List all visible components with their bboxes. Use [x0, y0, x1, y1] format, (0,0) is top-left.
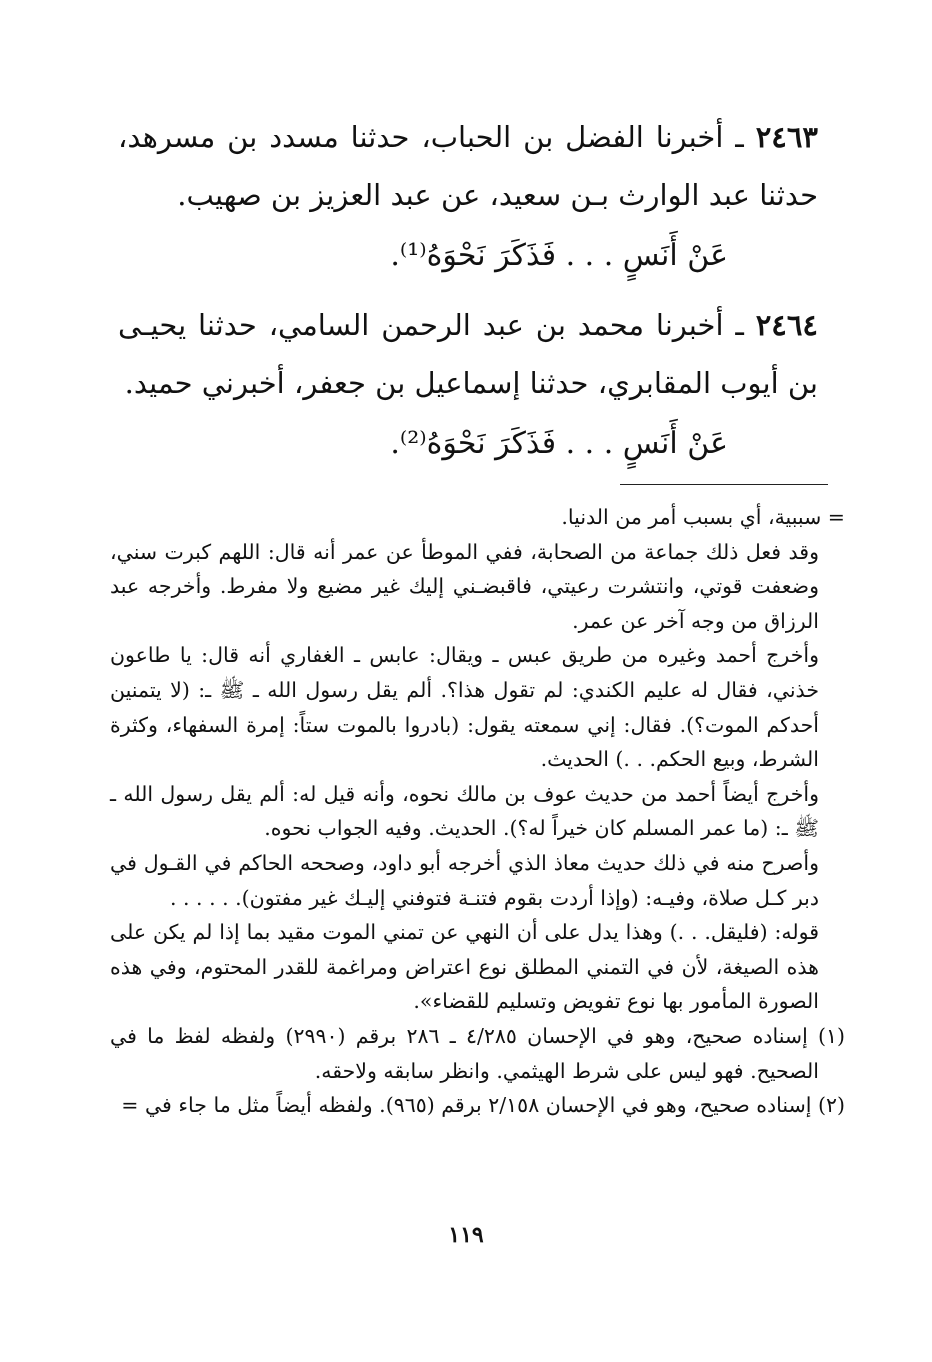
- hadith-number: ٢٤٦٤: [755, 308, 818, 342]
- footnote-paragraph: وأصرح منه في ذلك حديث معاذ الذي أخرجه أبو داود، وصححه الحاكم في القـول في دبر كـل صلاة، وفيـه: (وإذا أردت بقوم فتنـة فتوفني إليـك غير مفتون). . . . . .: [110, 850, 819, 910]
- hadith-isnad: ـ أخبرنا الفضل بن الحباب، حدثنا مسدد بن مسرهد، حدثنا عبد الوارث بـن سعيد، عن عبد العزيز بن صهيب.: [118, 120, 818, 212]
- hadith-isnad: ـ أخبرنا محمد بن عبد الرحمن السامي، حدثنا يحيـى بن أيوب المقابري، حدثنا إسماعيل بن جعفر، أخبرني حميد.: [118, 308, 818, 400]
- footnote-2: (٢) إسناده صحيح، وهو في الإحسان ٢/١٥٨ برقم (٩٦٥). ولفظه أيضاً مثل ما جاء في =: [121, 1093, 845, 1118]
- footnote-continuation: = سببية، أي بسبب أمر من الدنيا.: [561, 505, 845, 529]
- footnote-paragraph: وأخرج أحمد وغيره من طريق عبس ـ ويقال: عابس ـ الغفاري أنه قال: يا طاعون خذني، فقال له عليم الكندي: لم تقول هذا؟. ألم يقل رسول الله ـ ﷺ ـ: (لا يتمنين أحدكم الموت؟). فقال: إني سمعته يقول: (بادروا بالموت ستاً: إمرة السفهاء، وكثرة الشرط، وبيع الحكم. . .) الحديث.: [110, 643, 819, 772]
- hadith-matn: عَنْ أَنَسٍ . . . فَذَكَرَ نَحْوَهُ⁽²⁾.: [390, 426, 728, 461]
- hadith-2464: [118, 296, 818, 412]
- hadith-2463: [118, 108, 818, 224]
- footnote-paragraph: وأخرج أيضاً أحمد من حديث عوف بن مالك نحوه، وأنه قيل له: ألم يقل رسول الله ـ ﷺ ـ: (ما عمر المسلم كان خيراً له؟). الحديث. وفيه الجواب نحوه.: [110, 781, 819, 841]
- page-number: ١١٩: [448, 1222, 484, 1248]
- footnote-1: (١) إسناده صحيح، وهو في الإحسان ٤/٢٨٥ ـ ٢٨٦ برقم (٢٩٩٠) ولفظه لفظ ما في الصحيح. فهو ليس على شرط الهيثمي. وانظر سابقه ولاحقه.: [110, 1023, 846, 1083]
- main-text: [118, 108, 818, 484]
- footnote-paragraph: قوله: (فليقل. . .) وهذا يدل على أن النهي عن تمني الموت مقيد بما إذا لم يكن على هذه الصيغة، لأن في التمني المطلق نوع اعتراض ومراغمة للقدر المحتوم، وفي هذه الصورة المأمور بها نوع تفويض وتسليم للقضاء».: [110, 920, 819, 1014]
- footnote-paragraph: وقد فعل ذلك جماعة من الصحابة، ففي الموطأ عن عمر أنه قال: اللهم كبرت سني، وضعفت قوتي، وانتشرت رعيتي، فاقبضـني إليك غير مضيع ولا مفرط. وأخرجه عبد الرزاق من وجه آخر عن عمر.: [110, 539, 819, 633]
- hadith-number: ٢٤٦٣: [755, 120, 818, 154]
- hadith-matn: عَنْ أَنَسٍ . . . فَذَكَرَ نَحْوَهُ⁽¹⁾.: [390, 238, 728, 273]
- footnote-separator: [620, 484, 828, 485]
- footnotes: [110, 500, 845, 1123]
